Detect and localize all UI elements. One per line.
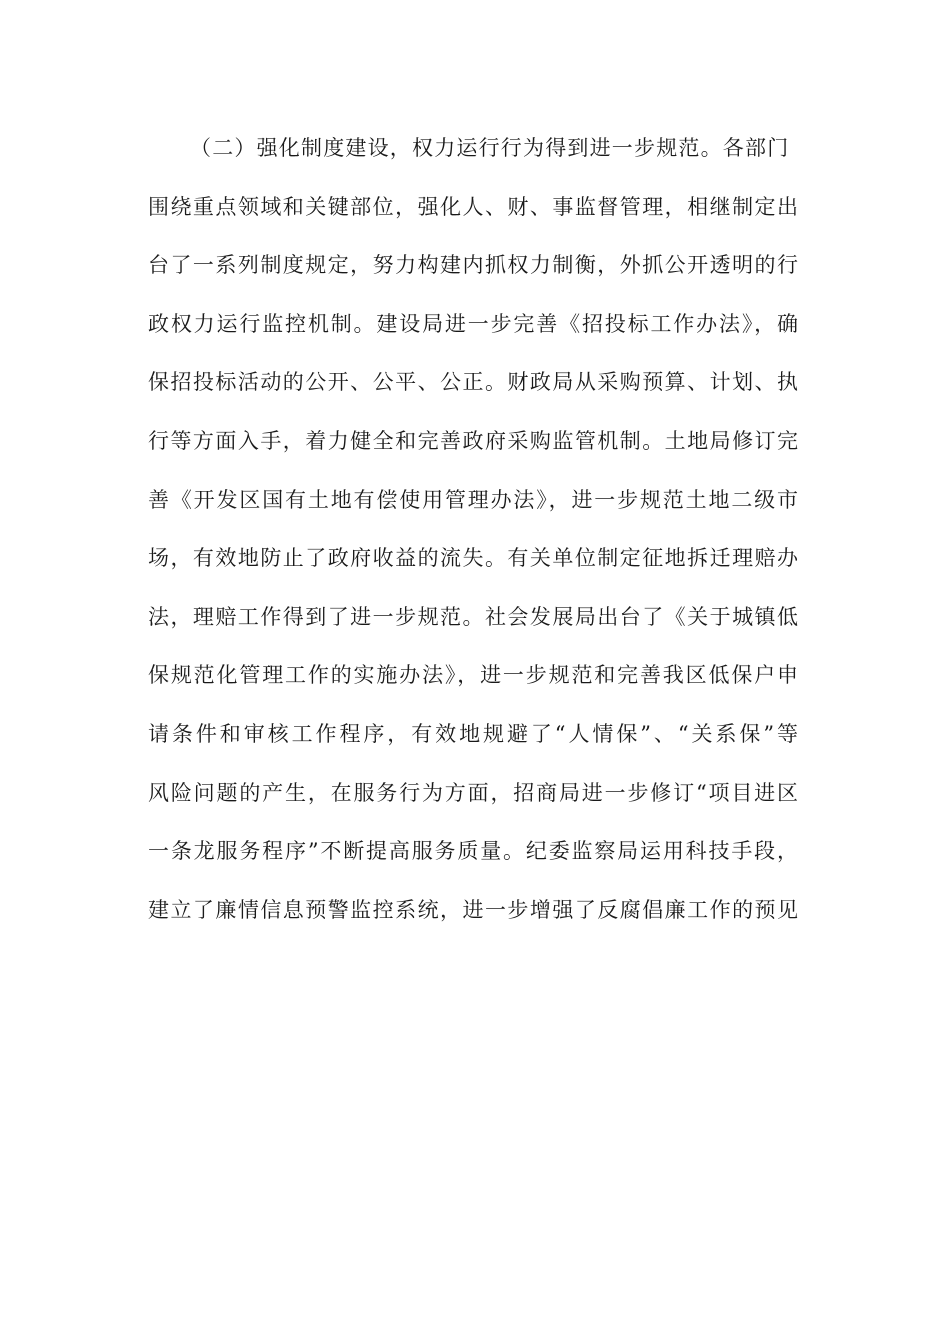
paragraph-line: 围绕重点领域和关键部位，强化人、财、事监督管理，相继制定出 — [148, 194, 798, 219]
paragraph-line: （二）强化制度建设，权力运行行为得到进一步规范。各部门 — [190, 136, 790, 160]
paragraph-line: 保规范化管理工作的实施办法》，进一步规范和完善我区低保户申 — [148, 663, 798, 688]
paragraph-line: 场，有效地防止了政府收益的流失。有关单位制定征地拆迁理赔办 — [148, 546, 798, 571]
paragraph-line: 台了一系列制度规定，努力构建内抓权力制衡，外抓公开透明的行 — [148, 253, 798, 278]
paragraph-line: 善《开发区国有土地有偿使用管理办法》，进一步规范土地二级市 — [148, 487, 798, 512]
paragraph — [148, 128, 798, 948]
paragraph-line: 行等方面入手，着力健全和完善政府采购监管机制。土地局修订完 — [148, 428, 798, 453]
paragraph-line: 法，理赔工作得到了进一步规范。社会发展局出台了《关于城镇低 — [148, 604, 798, 629]
paragraph-line: 保招投标活动的公开、公平、公正。财政局从采购预算、计划、执 — [148, 370, 798, 395]
paragraph-line: 一条龙服务程序”不断提高服务质量。纪委监察局运用科技手段， — [148, 839, 798, 864]
paragraph-line: 政权力运行监控机制。建设局进一步完善《招投标工作办法》，确 — [148, 311, 798, 336]
paragraph-line: 建立了廉情信息预警监控系统，进一步增强了反腐倡廉工作的预见 — [148, 897, 798, 922]
paragraph-line: 请条件和审核工作程序，有效地规避了“人情保”、“关系保”等 — [148, 721, 798, 746]
paragraph-line: 风险问题的产生，在服务行为方面，招商局进一步修订“项目进区 — [148, 780, 798, 805]
